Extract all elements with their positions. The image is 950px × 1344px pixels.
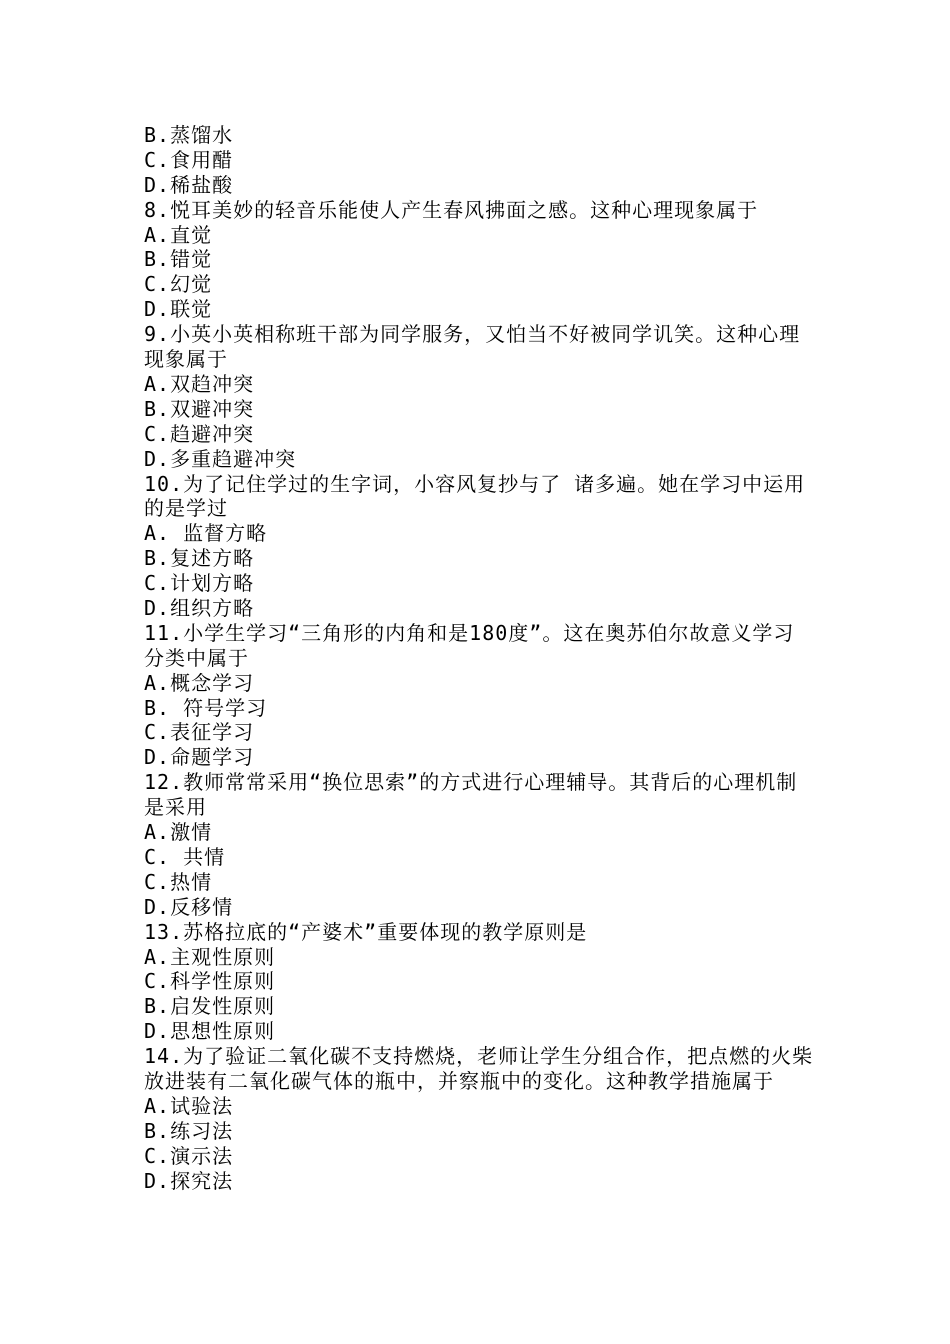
question-stem: 11.小学生学习“三角形的内角和是180度”。这在奥苏伯尔故意义学习分类中属于 — [144, 620, 795, 670]
question-stem: 14.为了验证二氧化碳不支持燃烧，老师让学生分组合作，把点燃的火柴放进装有二氧化碳气体的瓶中，并察瓶中的变化。这种教学措施属于 — [144, 1044, 814, 1094]
option-a: A.激情 — [144, 820, 213, 845]
option-b: B.复述方略 — [144, 546, 255, 571]
option-c: C.科学性原则 — [144, 969, 276, 994]
question-9 — [144, 322, 814, 471]
question-10 — [144, 472, 814, 621]
option-d: D.探究法 — [144, 1168, 234, 1193]
question-11 — [144, 621, 814, 770]
question-8 — [144, 198, 814, 322]
question-stem: 9.小英小英相称班干部为同学服务，又怕当不好被同学讥笑。这种心理现象属于 — [144, 322, 801, 372]
exam-page — [144, 123, 814, 1193]
option-d: D.稀盐酸 — [144, 172, 234, 197]
option-d: D.命题学习 — [144, 745, 255, 770]
option-d: D.思想性原则 — [144, 1019, 276, 1044]
question-13 — [144, 920, 814, 1044]
option-c: C.计划方略 — [144, 571, 255, 596]
option-b: B.蒸馏水 — [144, 123, 234, 147]
option-c: C. 共情 — [144, 844, 226, 869]
question-14 — [144, 1044, 814, 1193]
option-c: C.趋避冲突 — [144, 421, 255, 446]
option-b: B. 符号学习 — [144, 695, 268, 720]
option-a: A.双趋冲突 — [144, 371, 255, 396]
option-b: B.双避冲突 — [144, 396, 255, 421]
option-b: B.启发性原则 — [144, 994, 276, 1019]
option-c: C.食用醋 — [144, 147, 234, 172]
question-stem: 10.为了记住学过的生字词，小容风复抄与了 诸多遍。她在学习中运用的是学过 — [144, 471, 806, 521]
option-c: C.热情 — [144, 869, 213, 894]
question-stem: 13.苏格拉底的“产婆术”重要体现的教学原则是 — [144, 919, 588, 944]
question-12 — [144, 770, 814, 919]
option-a: A.试验法 — [144, 1093, 234, 1118]
question-stem: 12.教师常常采用“换位思索”的方式进行心理辅导。其背后的心理机制是采用 — [144, 770, 798, 820]
option-d: D.联觉 — [144, 297, 213, 322]
option-c: C.表征学习 — [144, 720, 255, 745]
option-a: A.直觉 — [144, 222, 213, 247]
option-b: B.练习法 — [144, 1118, 234, 1143]
option-d: D.反移情 — [144, 894, 234, 919]
option-a: A.概念学习 — [144, 670, 255, 695]
option-c: C.幻觉 — [144, 272, 213, 297]
option-c: C.演示法 — [144, 1143, 234, 1168]
question-7-continued — [144, 123, 814, 198]
option-a: A. 监督方略 — [144, 521, 268, 546]
option-d: D.多重趋避冲突 — [144, 446, 297, 471]
question-stem: 8.悦耳美妙的轻音乐能使人产生春风拂面之感。这种心理现象属于 — [144, 197, 759, 222]
option-d: D.组织方略 — [144, 596, 255, 620]
option-b: B.错觉 — [144, 247, 213, 272]
option-a: A.主观性原则 — [144, 944, 276, 969]
